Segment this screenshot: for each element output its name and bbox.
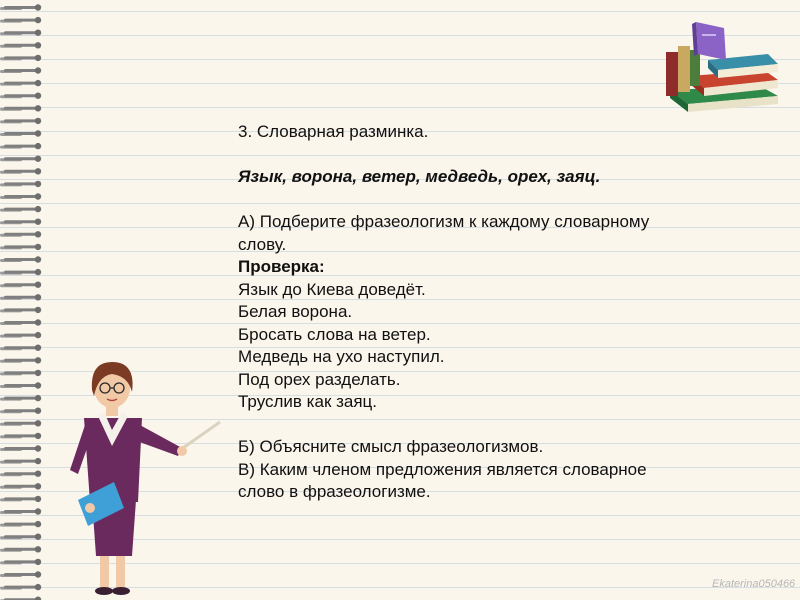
teacher-figure-icon: [48, 350, 238, 600]
answer-item: Язык до Киева доведёт.: [238, 279, 426, 299]
answer-item: Под орех разделать.: [238, 369, 401, 389]
task-a-line1: А) Подберите фразеологизм к каждому словарному: [238, 212, 650, 231]
answer-item: Бросать слова на ветер.: [238, 324, 431, 344]
books-stack-icon: [660, 14, 784, 114]
answer-item: Труслив как заяц.: [238, 392, 378, 411]
answer-item: Белая ворона.: [238, 302, 353, 321]
task-c-line1: В) Каким членом предложения является словарное: [238, 459, 647, 479]
watermark: Ekaterina050466: [712, 578, 796, 590]
spiral-binding-icon: [0, 0, 48, 600]
slide-content: [238, 121, 738, 504]
task-a-line2: слову.: [238, 234, 287, 254]
task-c-line2: слово в фразеологизме.: [238, 482, 431, 501]
task-b: Б) Объясните смысл фразеологизмов.: [238, 437, 544, 456]
answer-item: Медведь на ухо наступил.: [238, 347, 445, 366]
word-list: Язык, ворона, ветер, медведь, орех, заяц.: [238, 167, 601, 186]
check-label: Проверка:: [238, 257, 325, 276]
slide-heading: 3. Словарная разминка.: [238, 122, 429, 141]
